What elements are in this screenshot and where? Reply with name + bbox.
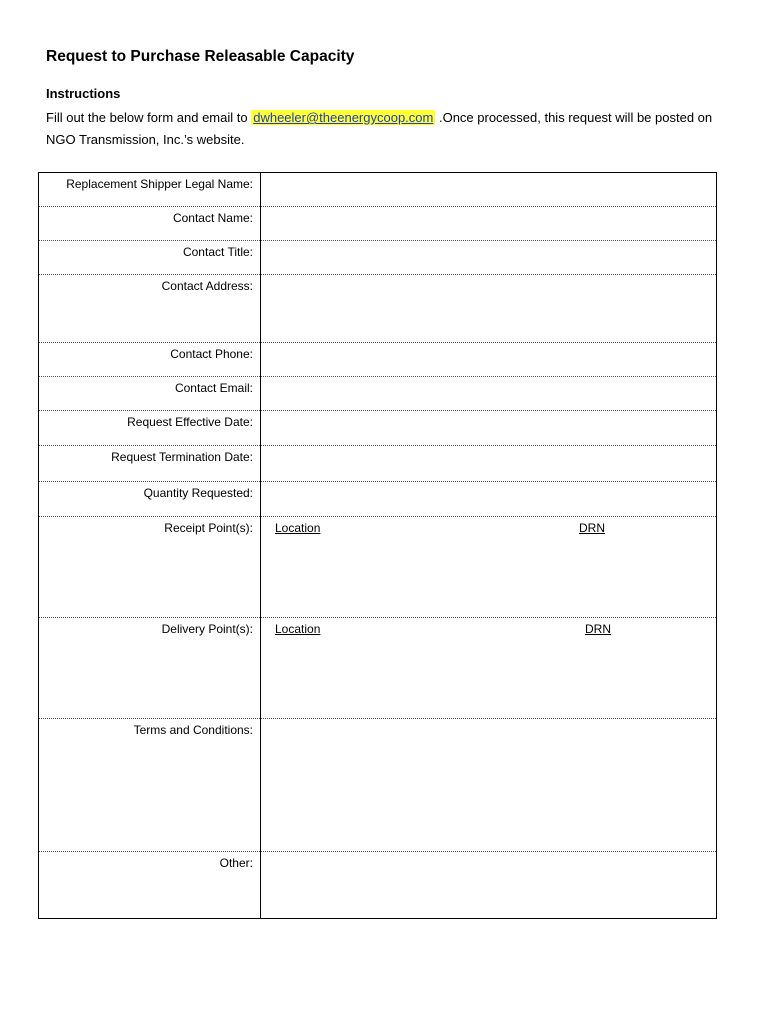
contact-phone-label: Contact Phone:	[39, 343, 261, 377]
email-link[interactable]: dwheeler@theenergycoop.com	[253, 110, 434, 125]
form-row-delivery-points	[39, 618, 717, 719]
instructions-text	[46, 107, 726, 151]
quantity-label: Quantity Requested:	[39, 482, 261, 517]
request-form-table	[38, 172, 717, 919]
instructions-heading: Instructions	[46, 86, 121, 101]
contact-phone-field[interactable]	[261, 343, 717, 377]
form-row-contact-address	[39, 275, 717, 343]
termination-date-label: Request Termination Date:	[39, 446, 261, 482]
contact-email-label: Contact Email:	[39, 377, 261, 411]
receipt-points-subheaders	[275, 521, 605, 535]
receipt-drn-label: DRN	[579, 521, 605, 535]
form-row-other	[39, 852, 717, 919]
receipt-points-label: Receipt Point(s):	[39, 517, 261, 618]
terms-label: Terms and Conditions:	[39, 719, 261, 852]
other-field[interactable]	[261, 852, 717, 919]
termination-date-field[interactable]	[261, 446, 717, 482]
shipper-name-field[interactable]	[261, 173, 717, 207]
contact-title-label: Contact Title:	[39, 241, 261, 275]
contact-name-field[interactable]	[261, 207, 717, 241]
quantity-field[interactable]	[261, 482, 717, 517]
effective-date-label: Request Effective Date:	[39, 411, 261, 446]
contact-address-field[interactable]	[261, 275, 717, 343]
delivery-location-label: Location	[275, 622, 321, 636]
form-row-contact-title	[39, 241, 717, 275]
form-row-effective-date	[39, 411, 717, 446]
form-row-termination-date	[39, 446, 717, 482]
instructions-prefix: Fill out the below form and email to	[46, 110, 252, 125]
contact-name-label: Contact Name:	[39, 207, 261, 241]
delivery-points-label: Delivery Point(s):	[39, 618, 261, 719]
page-title: Request to Purchase Releasable Capacity	[46, 48, 355, 65]
receipt-points-field[interactable]	[261, 517, 717, 618]
form-row-contact-phone	[39, 343, 717, 377]
form-row-receipt-points	[39, 517, 717, 618]
terms-field[interactable]	[261, 719, 717, 852]
delivery-points-subheaders	[275, 622, 611, 636]
effective-date-field[interactable]	[261, 411, 717, 446]
form-row-contact-name	[39, 207, 717, 241]
other-label: Other:	[39, 852, 261, 919]
delivery-points-field[interactable]	[261, 618, 717, 719]
contact-email-field[interactable]	[261, 377, 717, 411]
form-row-contact-email	[39, 377, 717, 411]
shipper-name-label: Replacement Shipper Legal Name:	[39, 173, 261, 207]
contact-title-field[interactable]	[261, 241, 717, 275]
form-row-shipper-name	[39, 173, 717, 207]
contact-address-label: Contact Address:	[39, 275, 261, 343]
form-row-terms	[39, 719, 717, 852]
receipt-location-label: Location	[275, 521, 321, 535]
delivery-drn-label: DRN	[585, 622, 611, 636]
form-row-quantity	[39, 482, 717, 517]
instructions-suffix: .Once processed, this request will be posted on NGO Transmission, Inc.’s website.	[46, 110, 713, 147]
